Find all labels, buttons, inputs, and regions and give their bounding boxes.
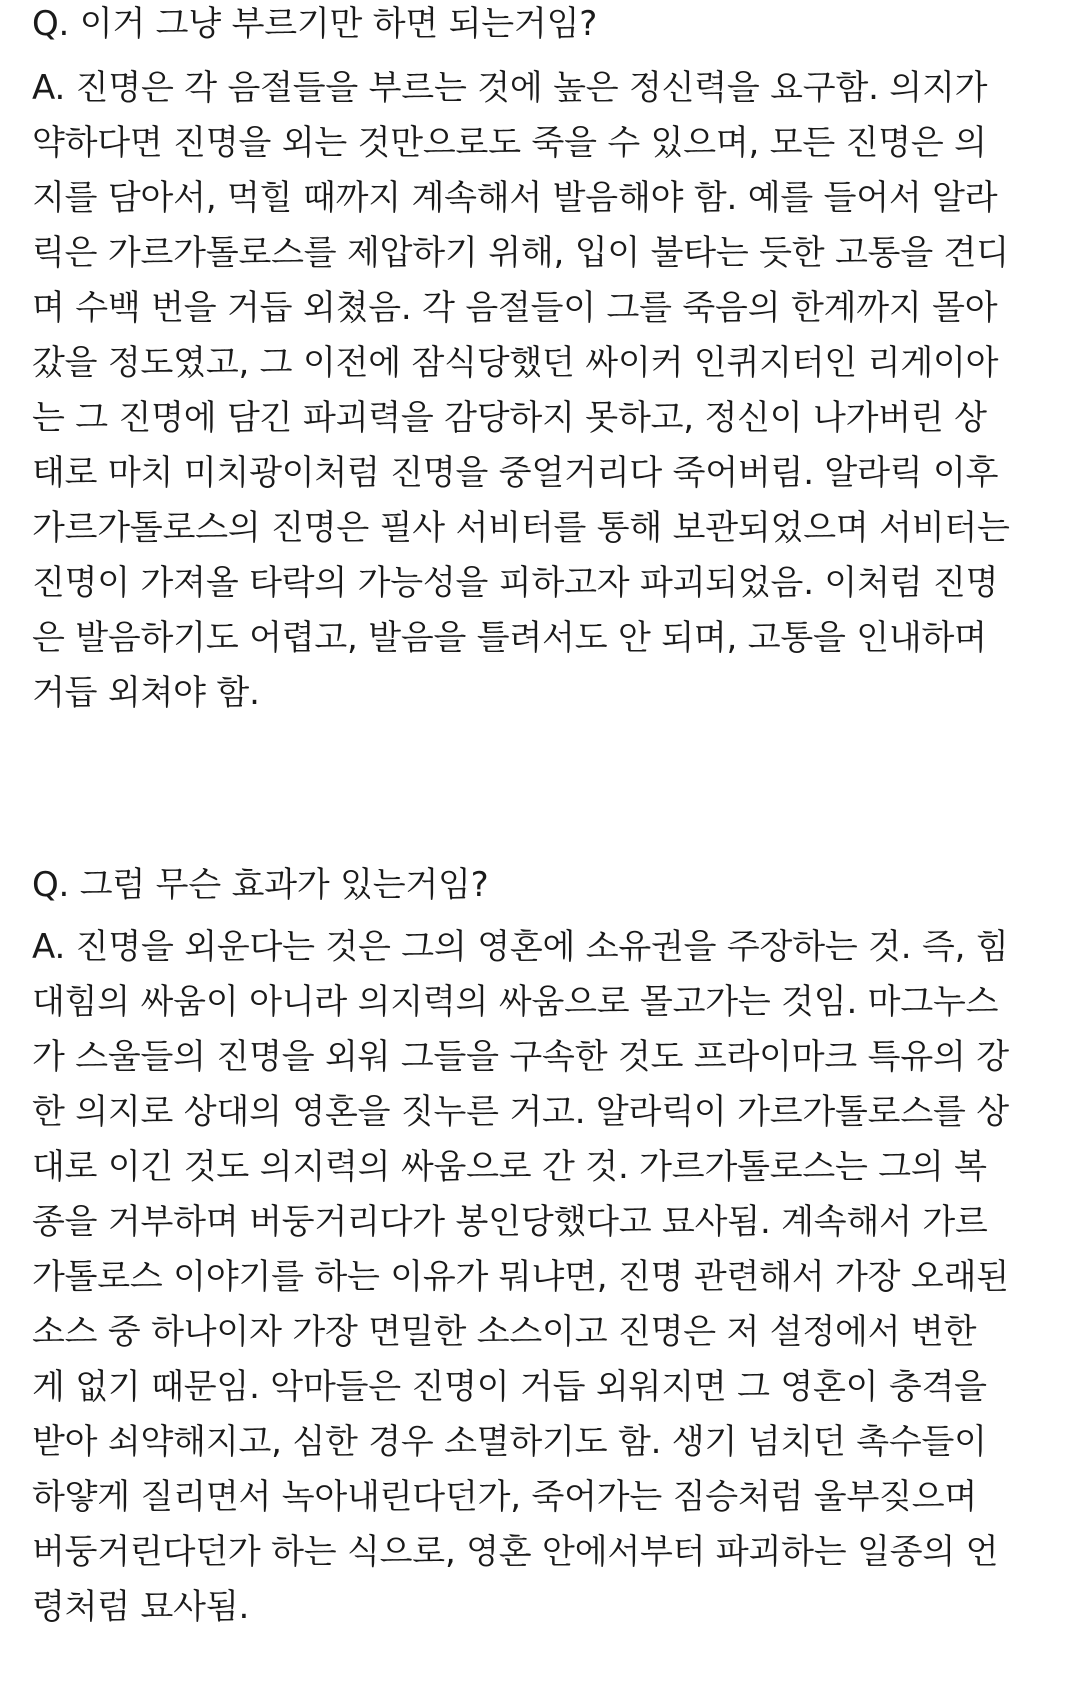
- answer-1-line: 은 발음하기도 어렵고, 발음을 틀려서도 안 되며, 고통을 인내하며: [32, 618, 987, 658]
- answer-2-line: 대로 이긴 것도 의지력의 싸움으로 간 것. 가르가톨로스는 그의 복: [32, 1147, 987, 1187]
- answer-1-line: 진명이 가져올 타락의 가능성을 피하고자 파괴되었음. 이처럼 진명: [32, 563, 999, 603]
- question-1: Q. 이거 그냥 부르기만 하면 되는거임?: [32, 4, 598, 44]
- answer-2-line: A. 진명을 외운다는 것은 그의 영혼에 소유권을 주장하는 것. 즉, 힘: [32, 927, 1009, 967]
- answer-1-line: 태로 마치 미치광이처럼 진명을 중얼거리다 죽어버림. 알라릭 이후: [32, 453, 999, 493]
- answer-2-line: 버둥거린다던가 하는 식으로, 영혼 안에서부터 파괴하는 일종의 언: [32, 1532, 999, 1572]
- answer-1-line: 거듭 외쳐야 함.: [32, 673, 260, 713]
- answer-2-line: 한 의지로 상대의 영혼을 짓누른 거고. 알라릭이 가르가톨로스를 상: [32, 1092, 1009, 1132]
- answer-1-line: 갔을 정도였고, 그 이전에 잠식당했던 싸이커 인퀴지터인 리게이아: [32, 343, 999, 383]
- answer-2-line: 대힘의 싸움이 아니라 의지력의 싸움으로 몰고가는 것임. 마그누스: [32, 982, 999, 1022]
- answer-1-line: 는 그 진명에 담긴 파괴력을 감당하지 못하고, 정신이 나가버린 상: [32, 398, 987, 438]
- answer-2-line: 게 없기 때문임. 악마들은 진명이 거듭 외워지면 그 영혼이 충격을: [32, 1367, 987, 1407]
- answer-1-line: 약하다면 진명을 외는 것만으로도 죽을 수 있으며, 모든 진명은 의: [32, 123, 987, 163]
- answer-2-line: 종을 거부하며 버둥거리다가 봉인당했다고 묘사됨. 계속해서 가르: [32, 1202, 988, 1242]
- answer-1-line: A. 진명은 각 음절들을 부르는 것에 높은 정신력을 요구함. 의지가: [32, 68, 988, 108]
- answer-1-line: 며 수백 번을 거듭 외쳤음. 각 음절들이 그를 죽음의 한계까지 몰아: [32, 288, 998, 328]
- answer-2-line: 받아 쇠약해지고, 심한 경우 소멸하기도 함. 생기 넘치던 촉수들이: [32, 1422, 987, 1462]
- answer-1-line: 지를 담아서, 먹힐 때까지 계속해서 발음해야 함. 예를 들어서 알라: [32, 178, 998, 218]
- answer-1-line: 가르가톨로스의 진명은 필사 서비터를 통해 보관되었으며 서비터는: [32, 508, 1010, 548]
- question-2: Q. 그럼 무슨 효과가 있는거임?: [32, 865, 489, 905]
- answer-2-line: 하얗게 질리면서 녹아내린다던가, 죽어가는 짐승처럼 울부짖으며: [32, 1477, 978, 1517]
- answer-1-line: 릭은 가르가톨로스를 제압하기 위해, 입이 불타는 듯한 고통을 견디: [32, 233, 1009, 273]
- answer-2-line: 가톨로스 이야기를 하는 이유가 뭐냐면, 진명 관련해서 가장 오래된: [32, 1257, 1009, 1297]
- answer-2-line: 가 스울들의 진명을 외워 그들을 구속한 것도 프라이마크 특유의 강: [32, 1037, 1009, 1077]
- answer-2-line: 령처럼 묘사됨.: [32, 1587, 250, 1627]
- answer-2-line: 소스 중 하나이자 가장 면밀한 소스이고 진명은 저 설정에서 변한: [32, 1312, 977, 1352]
